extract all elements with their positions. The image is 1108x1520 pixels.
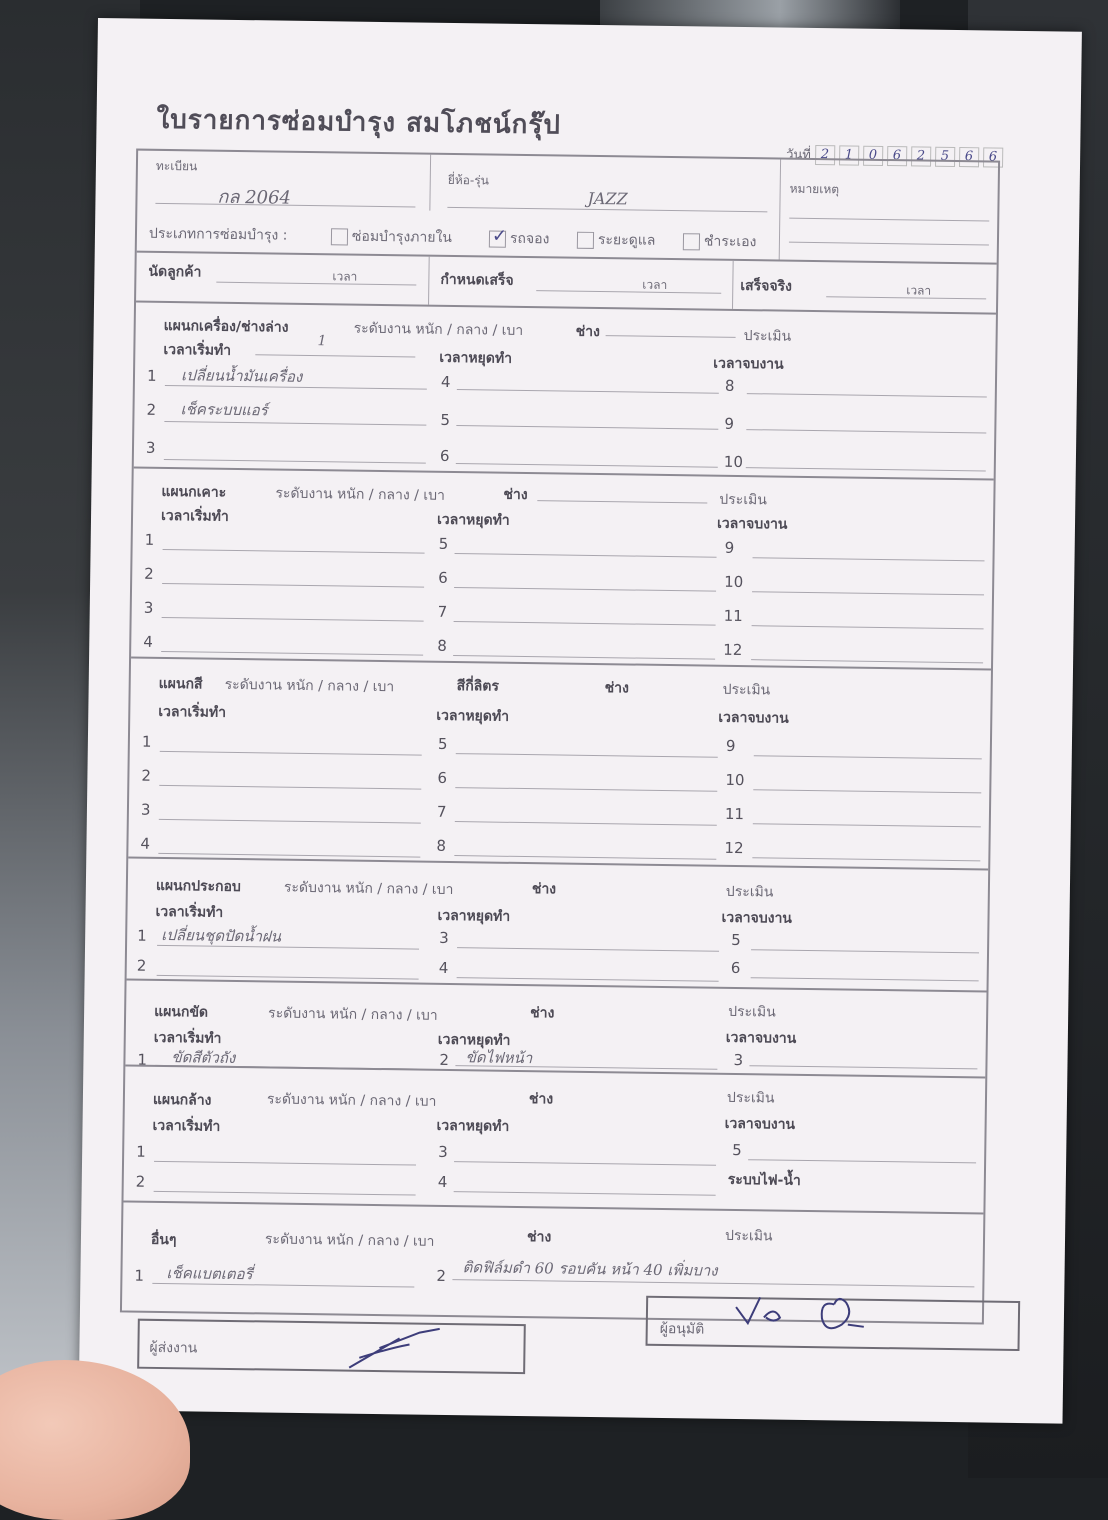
eval-label: ประเมิน (724, 1227, 773, 1245)
date-label: วันที่ (786, 147, 812, 163)
polish-item-2: ขัดไฟหน้า (465, 1048, 533, 1068)
start-label: เวลาเริ่มทำ (160, 507, 229, 525)
sender-box (137, 1319, 526, 1374)
section-title: แผนกล้าง (152, 1091, 212, 1109)
date-digit: 6 (959, 147, 979, 167)
approver-label: ผู้อนุมัติ (659, 1320, 705, 1338)
approver-box (646, 1296, 1021, 1351)
level-label: ระดับงาน หนัก / กลาง / เบา (268, 1005, 438, 1024)
tech-label: ช่าง (575, 323, 600, 341)
tech-label: ช่าง (503, 486, 528, 504)
checkbox-checked[interactable] (489, 225, 508, 247)
eval-label: ประเมิน (728, 1003, 776, 1021)
pause-label: เวลาหยุดทำ (436, 707, 510, 725)
repair-type-label: ประเภทการซ่อมบำรุง : (148, 225, 288, 244)
type-booked[interactable]: ✓ รถจอง (489, 227, 550, 250)
tech-label: ช่าง (526, 1229, 552, 1246)
eval-label: ประเมิน (719, 491, 767, 509)
sender-signature (339, 1318, 450, 1380)
due-label: กำหนดเสร็จ (440, 271, 514, 289)
repair-form-paper (79, 18, 1082, 1424)
end-label: เวลาจบงาน (725, 1029, 797, 1047)
eval-label: ประเมิน (725, 883, 774, 901)
type-internal[interactable]: ซ่อมบำรุงภายใน (331, 225, 452, 249)
done-label: เสร็จจริง (740, 277, 793, 295)
section-body: แผนกเคาะ ระดับงาน หนัก / กลาง / เบา ช่าง ประเมิน เวลาเริ่มทำ เวลาหยุดทำ เวลาจบงาน 1 2 3 4 5 6 7 8 9 10 11 12 (131, 467, 994, 671)
plate-label: ทะเบียน (155, 158, 198, 174)
level-label: ระดับงาน หนัก / กลาง / เบา (266, 1091, 437, 1110)
section-title: แผนกเครื่อง/ช่างล่าง (163, 317, 289, 336)
start-label: เวลาเริ่มทำ (152, 1117, 221, 1135)
section-engine: แผนกเครื่อง/ช่างล่าง ระดับงาน หนัก / กลาง / เบา ช่าง ประเมิน เวลาเริ่มทำ 1 เวลาหยุดทำ เวลาจบงาน 1 2 3 4 5 6 8 9 10 เปลี่ยนน้ำมันเครื่อง เช็คระบบแอร์ (134, 301, 996, 481)
pause-label: เวลาหยุดทำ (437, 1031, 511, 1049)
other-item-2: ติดฟิล์มดำ 60 รอบคัน หน้า 40 เพิ่มบาง (462, 1258, 718, 1280)
start-label: เวลาเริ่มทำ (163, 341, 232, 359)
section-other: อื่นๆ ระดับงาน หนัก / กลาง / เบา ช่าง ประเมิน 1 2 เช็คแบตเตอรี่ ติดฟิล์มดำ 60 รอบคัน หน้า 40 เพิ่มบาง (122, 1200, 983, 1324)
eval-label: ประเมิน (726, 1089, 775, 1107)
eval-label: ประเมิน (722, 681, 771, 699)
section-polish: แผนกขัด ระดับงาน หนัก / กลาง / เบา ช่าง ประเมิน เวลาเริ่มทำ เวลาหยุดทำ เวลาจบงาน 1 2 3 ขัดสีตัวถัง ขัดไฟหน้า (125, 978, 986, 1078)
start-label: เวลาเริ่มทำ (153, 1029, 222, 1047)
end-label: เวลาจบงาน (724, 1115, 796, 1133)
appointment-label: นัดลูกค้า (148, 263, 202, 281)
tech-label: ช่าง (604, 680, 630, 697)
level-label: ระดับงาน หนัก / กลาง / เบา (275, 485, 446, 504)
checkbox[interactable] (331, 228, 348, 245)
section-title: แผนกสี (158, 675, 203, 693)
section-title: แผนกประกอบ (155, 877, 241, 896)
eval-label: ประเมิน (743, 328, 792, 345)
level-label: ระดับงาน หนัก / กลาง / เบา (264, 1231, 435, 1250)
pause-label: เวลาหยุดทำ (436, 511, 510, 529)
paint-liters-label: สีกี่ลิตร (456, 678, 500, 695)
section-paint: แผนกสี ระดับงาน หนัก / กลาง / เบา สีกี่ลิตร ช่าง ประเมิน เวลาเริ่มทำ เวลาหยุดทำ เวลาจบงาน 1 2 3 4 5 6 7 8 9 10 11 12 (128, 657, 991, 871)
start-label: เวลาเริ่มทำ (155, 903, 224, 921)
end-label: เวลาจบงาน (713, 355, 784, 373)
check-mark-icon: ✓ (491, 225, 508, 247)
end-label: เวลาจบงาน (721, 909, 793, 927)
tech-label: ช่าง (531, 881, 557, 898)
assembly-item-1: เปลี่ยนชุดปัดน้ำฝน (161, 925, 282, 946)
date-digit: 2 (911, 146, 931, 166)
approver-signature (730, 1283, 891, 1345)
section-assembly: แผนกประกอบ ระดับงาน หนัก / กลาง / เบา ช่าง ประเมิน เวลาเริ่มทำ เวลาหยุดทำ เวลาจบงาน 1 2 3 4 5 6 เปลี่ยนชุดปัดน้ำฝน (127, 857, 989, 993)
type-maintenance[interactable]: ระยะดูแล (577, 229, 656, 252)
level-label: ระดับงาน หนัก / กลาง / เบา (353, 320, 524, 339)
date-digit: 0 (863, 145, 883, 165)
date-digit: 6 (983, 147, 1003, 167)
time-label: เวลา (906, 283, 932, 298)
end-label: เวลาจบงาน (716, 515, 788, 533)
date-digit: 2 (815, 145, 835, 165)
form-title: ใบรายการซ่อมบำรุง สมโภชน์กรุ๊ป (156, 104, 562, 141)
tech-label: ช่าง (530, 1005, 555, 1022)
form-frame (120, 149, 1000, 1325)
start-mark: 1 (317, 333, 327, 350)
other-item-1: เช็คแบตเตอรี่ (166, 1264, 253, 1284)
note-label: หมายเหตุ (789, 181, 840, 197)
electric-water-label: ระบบไฟ-น้ำ (727, 1171, 801, 1189)
section-wash: แผนกล้าง ระดับงาน หนัก / กลาง / เบา ช่าง ประเมิน เวลาเริ่มทำ เวลาหยุดทำ เวลาจบงาน 1 2 3 4 5 ระบบไฟ-น้ำ (124, 1064, 986, 1194)
polish-item-1: ขัดสีตัวถัง (171, 1048, 236, 1068)
pause-label: เวลาหยุดทำ (439, 349, 513, 367)
date-digit: 6 (887, 146, 907, 166)
pause-label: เวลาหยุดทำ (436, 1117, 510, 1135)
end-label: เวลาจบงาน (718, 709, 789, 727)
time-label: เวลา (332, 269, 358, 284)
level-label: ระดับงาน หนัก / กลาง / เบา (283, 879, 454, 899)
type-self-pay[interactable]: ชำระเอง (683, 230, 757, 253)
date-digit: 1 (839, 145, 859, 165)
engine-item-1: เปลี่ยนน้ำมันเครื่อง (180, 366, 303, 386)
plate-value: กล 2064 (217, 186, 292, 209)
checkbox[interactable] (577, 231, 594, 248)
section-title: แผนกเคาะ (161, 483, 227, 501)
section-title: อื่นๆ (150, 1231, 177, 1249)
checkbox[interactable] (683, 233, 700, 250)
brand-label: ยี่ห้อ-รุ่น (447, 172, 490, 188)
section-title: แผนกขัด (154, 1003, 209, 1021)
time-label: เวลา (642, 277, 668, 292)
pause-label: เวลาหยุดทำ (437, 907, 511, 925)
engine-item-2: เช็คระบบแอร์ (180, 400, 268, 420)
tech-label: ช่าง (528, 1091, 554, 1108)
start-label: เวลาเริ่มทำ (158, 703, 227, 721)
brand-value: JAZZ (587, 188, 628, 209)
level-label: ระดับงาน หนัก / กลาง / เบา (224, 676, 395, 696)
sender-label: ผู้ส่งงาน (149, 1339, 198, 1357)
date-digit: 5 (935, 146, 955, 166)
